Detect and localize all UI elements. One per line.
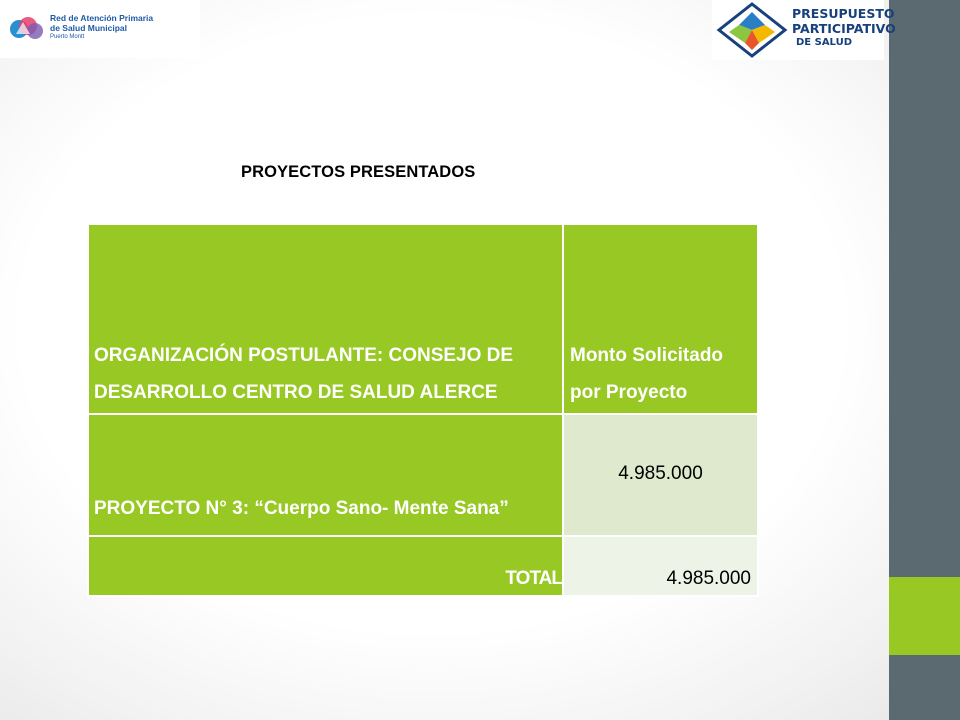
table-header-row <box>88 224 758 414</box>
header-amount-cell <box>563 224 758 414</box>
right-sidebar-accent <box>889 577 960 655</box>
project-name-cell <box>88 414 563 536</box>
table-total-row <box>88 536 758 596</box>
header-organization-cell <box>88 224 563 414</box>
left-logo-line3: Puerto Montt <box>50 34 85 40</box>
red-atencion-primaria-logo <box>0 0 200 58</box>
header-organization-text: ORGANIZACIÓN POSTULANTE: CONSEJO DE DESARROLLO CENTRO DE SALUD ALERCE <box>94 345 514 403</box>
left-logo-line2: de Salud Municipal <box>50 23 127 33</box>
left-logo-line1: Red de Atención Primaria <box>50 13 154 23</box>
total-label-text: TOTAL <box>505 568 562 589</box>
left-logo-text <box>50 13 153 42</box>
projects-table <box>87 223 759 597</box>
page-title: PROYECTOS PRESENTADOS <box>241 163 476 181</box>
health-network-logo-icon <box>8 12 46 46</box>
project-amount-text: 4.985.000 <box>618 463 703 484</box>
right-logo-text <box>792 6 896 49</box>
total-amount-text: 4.985.000 <box>666 568 751 589</box>
table-row <box>88 414 758 536</box>
right-logo-line1: PRESUPUESTO <box>792 6 895 21</box>
project-amount-cell <box>563 414 758 536</box>
project-name-text: PROYECTO N° 3: “Cuerpo Sano- Mente Sana” <box>94 498 509 519</box>
header-amount-text: Monto Solicitado por Proyecto <box>570 345 724 403</box>
participatory-budget-logo-icon <box>715 2 789 58</box>
total-label-cell <box>88 536 563 596</box>
right-logo-line3: DE SALUD <box>796 37 852 48</box>
right-logo-line2: PARTICIPATIVO <box>792 21 896 36</box>
total-amount-cell <box>563 536 758 596</box>
presupuesto-participativo-logo <box>712 0 896 60</box>
